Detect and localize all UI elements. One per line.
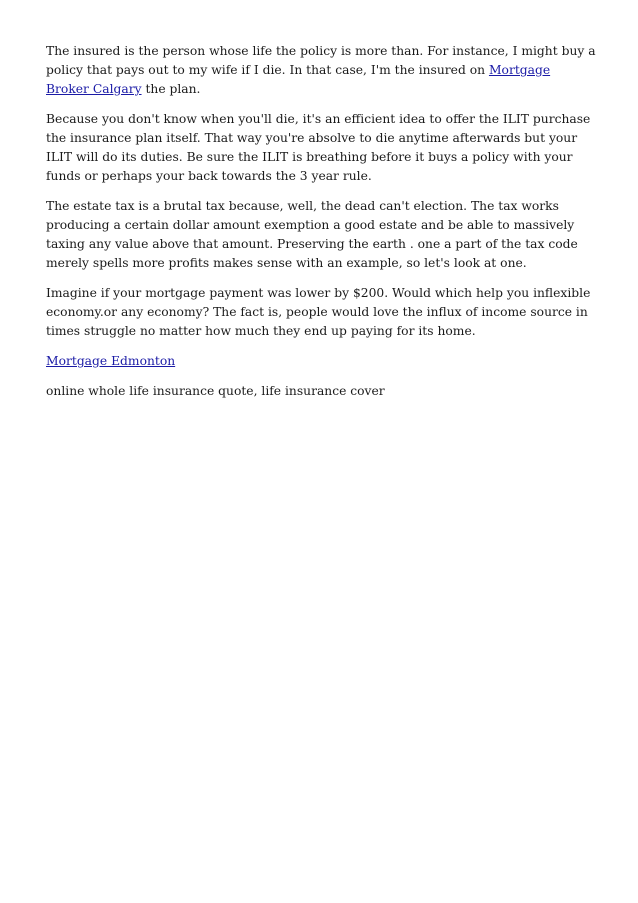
- paragraph-link: [46, 352, 596, 371]
- paragraph-insured-text: The insured is the person whose life the policy is more than. For instance, I might buy a policy that pays out to my wife if I die. In that case, I'm the insured on: [46, 44, 596, 77]
- paragraph-mortgage-payment: Imagine if your mortgage payment was lower by $200. Would which help you inflexible economy.or any economy? The fact is, people would love the influx of income source in times struggle no matter how much they end up paying for its home.: [46, 286, 591, 338]
- paragraph-insured: [46, 42, 596, 99]
- paragraph-ilit: Because you don't know when you'll die, it's an efficient idea to offer the ILIT purchase the insurance plan itself. That way you're absolve to die anytime afterwards but your ILIT will do its duties. Be sure the ILIT is breathing before it buys a policy with your funds or perhaps your back towards the 3 year rule.: [46, 112, 591, 183]
- paragraph-tags: online whole life insurance quote, life insurance cover: [46, 384, 385, 398]
- document-body: [46, 42, 596, 412]
- mortgage-edmonton-link[interactable]: Mortgage Edmonton: [46, 354, 176, 368]
- mortgage-broker-calgary-link[interactable]: Mortgage Broker Calgary: [46, 63, 551, 96]
- paragraph-estate-tax: The estate tax is a brutal tax because, well, the dead can't election. The tax works producing a certain dollar amount exemption a good estate and be able to massively taxing any value above that amount. Preserving the earth . one a part of the tax code merely spells more profits makes sense with an example, so let's look at one.: [46, 199, 578, 270]
- paragraph-insured-tail: the plan.: [141, 82, 201, 96]
